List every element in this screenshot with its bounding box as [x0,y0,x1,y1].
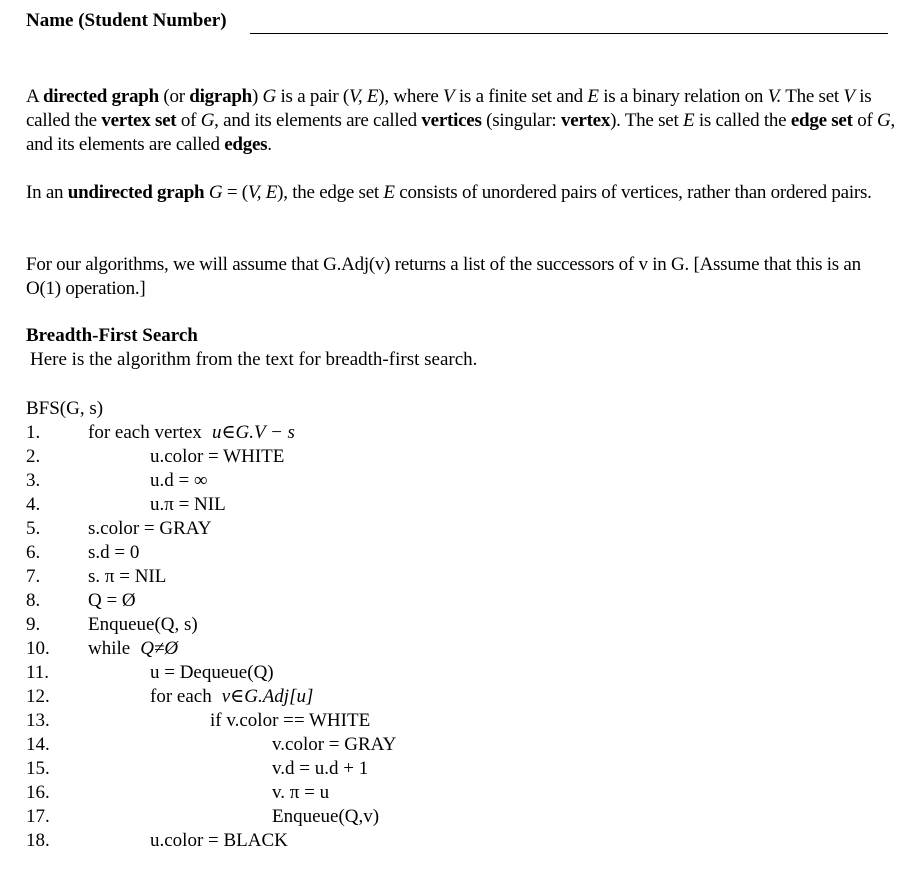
text-run: , and its elements are called [214,110,422,131]
line-number: 15. [26,758,50,779]
pseudocode-line [26,565,167,589]
line-code: if v.color == WHITE [210,710,371,731]
math-symbol: G [200,110,215,131]
line-number: 3. [26,470,41,491]
math-symbol: E [383,182,395,203]
pseudocode-line [26,805,380,829]
text-run: ). The set [610,110,683,131]
bold-term: edges [224,134,268,155]
line-code: v.color = GRAY [272,734,397,755]
text-run: A [26,86,43,107]
text-run: ), where [378,86,444,107]
pseudocode-line [26,637,179,661]
pseudocode-signature: BFS(G, s) [26,398,104,419]
pseudocode-line [26,469,208,493]
text-run: is called the [26,86,872,131]
math-symbol: V, E [349,86,379,107]
line-code: u.π = NIL [150,494,226,515]
line-number: 11. [26,662,50,683]
math-symbol: V. [767,86,782,107]
line-code: s. π = NIL [88,566,167,587]
math-symbol: E [587,86,599,107]
text-run: is a binary relation on [598,86,768,107]
bold-term: directed graph [42,86,159,107]
bold-term: edge set [790,110,853,131]
text-run: . [267,134,272,155]
pseudocode-line [26,493,226,517]
bold-term: vertex [560,110,611,131]
math-expression: v∈G.Adj[u] [221,686,314,707]
line-code: u.d = ∞ [150,470,208,491]
line-number: 5. [26,518,41,539]
math-symbol: G [877,110,891,131]
name-label: Name (Student Number) [26,10,227,31]
paragraph-directed-graph [26,85,896,157]
text-run: , and its elements are called [26,110,895,155]
text-run: is called the [694,110,791,131]
line-number: 18. [26,830,50,851]
paragraph-undirected-graph [26,181,896,205]
math-symbol: V [443,86,455,107]
pseudocode-line [26,661,274,685]
bold-term: digraph [189,86,252,107]
pseudocode-line [26,421,295,445]
line-number: 2. [26,446,41,467]
pseudocode-line [26,541,140,565]
line-number: 10. [26,638,50,659]
line-number: 17. [26,806,50,827]
line-code: Enqueue(Q, s) [88,614,198,635]
text-run: of [176,110,201,131]
pseudocode-line [26,589,136,613]
line-number: 6. [26,542,41,563]
text-run: ), the edge set [277,182,384,203]
line-code: s.color = GRAY [88,518,212,539]
line-number: 8. [26,590,41,611]
pseudocode-line [26,829,288,853]
text-run: In an [26,182,68,203]
text-run: of [852,110,878,131]
text-run: (singular: [481,110,561,131]
pseudocode-line [26,445,285,469]
math-expression: u∈G.V − s [211,422,295,443]
line-number: 16. [26,782,50,803]
math-expression: Q≠Ø [140,638,179,659]
line-number: 12. [26,686,50,707]
text-run: ) [251,86,263,107]
pseudocode-line [26,517,212,541]
math-symbol: V [843,86,855,107]
math-symbol: E [682,110,695,131]
name-underline-field [250,33,888,34]
pseudocode-block [26,397,397,853]
text-run: = ( [222,182,248,203]
text-run: For our algorithms, we will assume that G.Adj(v) returns a list of the successors of v in G. [Assume that this is an O(1) operation.] [26,254,861,299]
text-run: (or [158,86,190,107]
line-number: 14. [26,734,50,755]
line-code: Enqueue(Q,v) [272,806,380,827]
section-intro: Here is the algorithm from the text for breadth-first search. [30,349,478,370]
pseudocode-line [26,733,397,757]
line-number: 7. [26,566,41,587]
pseudocode-line [26,709,371,733]
bold-term: undirected graph [67,182,205,203]
math-symbol: G [208,182,223,203]
text-run: consists of unordered pairs of vertices, rather than ordered pairs. [394,182,872,203]
line-code: s.d = 0 [88,542,140,563]
pseudocode-line [26,757,369,781]
line-number: 4. [26,494,41,515]
text-run: is a finite set and [454,86,588,107]
math-symbol: V, E [247,182,278,203]
bold-term: vertices [421,110,482,131]
text-run: The set [781,86,844,107]
line-number: 1. [26,422,41,443]
pseudocode-line [26,613,198,637]
line-code: u.color = BLACK [150,830,288,851]
pseudocode-line [26,781,330,805]
math-symbol: G [262,86,277,107]
section-heading: Breadth-First Search [26,325,198,346]
line-code: while Q≠Ø [88,638,179,659]
bold-term: vertex set [101,110,177,131]
line-number: 13. [26,710,50,731]
line-code: for each v∈G.Adj[u] [150,686,314,707]
pseudocode-line [26,685,314,709]
line-code: Q = Ø [88,590,136,611]
line-code: u.color = WHITE [150,446,285,467]
line-code: v.d = u.d + 1 [272,758,369,779]
line-code: u = Dequeue(Q) [150,662,274,683]
text-run: is a pair ( [276,86,350,107]
line-number: 9. [26,614,41,635]
line-code: for each vertex u∈G.V − s [88,422,295,443]
paragraph-adj-assumption [26,253,896,301]
line-code: v. π = u [272,782,330,803]
